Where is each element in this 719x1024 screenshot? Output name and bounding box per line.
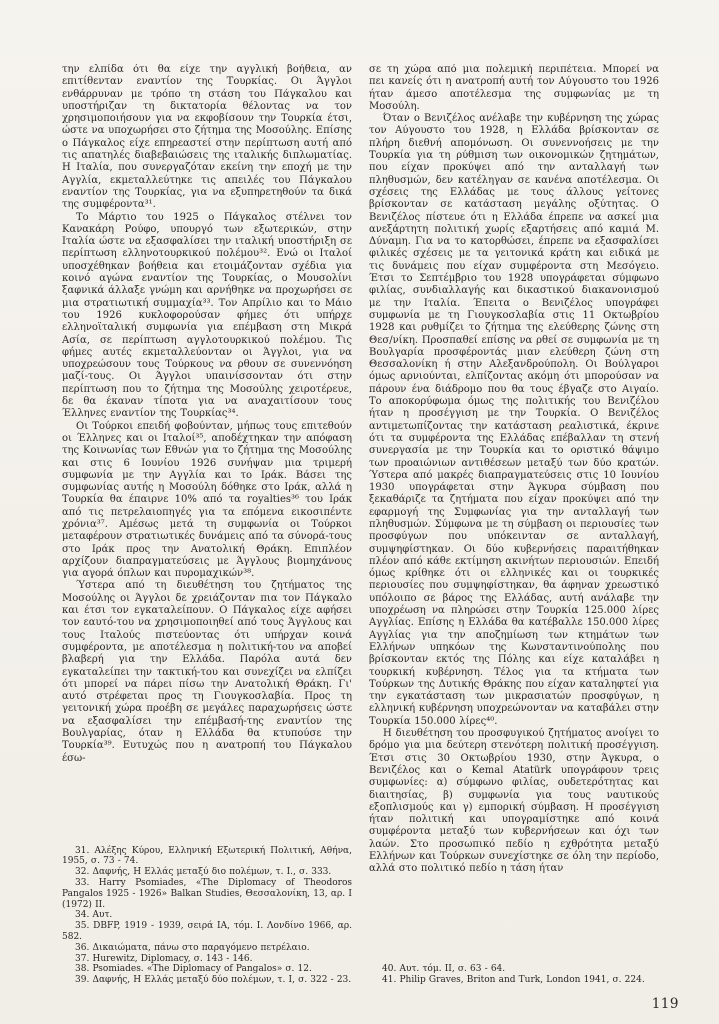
footnote: 37. Hurewitz, Diplomacy, σ. 143 - 146. — [75, 953, 253, 964]
paragraph: Οι Τούρκοι επειδή φοβούνταν, μήπως τους επιτεθούν οι Έλληνες και οι Ιταλοί³⁵, αποδέχτηκαν την απόφαση της Κοινωνίας των Εθνών για το ζήτημα της Μοσούλης και στις 6 Ιουνίου 1926 συνήψαν μια τριμερή συμφωνία με την Αγγλία και το Ιράκ. Βάσει της συμφωνίας αυτής η Μοσούλη δόθηκε στο Ιράκ, αλλά η Τουρκία θα έπαιρνε 10% από τα royalties³⁶ του Ιράκ από τις πετρελαιοπηγές για τα επόμενα εικοσιπέντε χρόνια³⁷. Αμέσως μετά τη συμφωνία οι Τούρκοι μεταφέρουν στρατιωτικές δυνάμεις από τα σύνορά-τους στο Ιράκ προς την Ανατολική Θράκη. Επιπλέον αρχίζουν διαπραγματεύσεις με Άγγλους βιομηχάνους για αγορά όπλων και πυρομαχικών³⁸. — [62, 420, 352, 580]
right-column — [369, 64, 659, 986]
left-column-text — [62, 64, 352, 765]
left-column-footnotes — [62, 846, 352, 986]
left-column — [62, 64, 352, 986]
footnote: 40. Αυτ. τόμ. ΙΙ, σ. 63 - 64. — [382, 964, 506, 975]
footnote: 41. Philip Graves, Briton and Turk, London 1941, σ. 224. — [382, 975, 645, 986]
footnote: 36. Δικαιώματα, πάνω στο παραγόμενο πετρέλαιο. — [75, 942, 310, 953]
right-column-footnotes — [369, 964, 659, 986]
footnote: 35. DBFP, 1919 - 1939, σειρά ΙΑ, τόμ. Ι. Λονδίνο 1966, αρ. 582. — [62, 921, 352, 943]
footnote: 38. Psomiades. «The Diplomacy of Pangalos» σ. 12. — [75, 964, 312, 975]
page-body — [62, 64, 659, 986]
paragraph: την ελπίδα ότι θα είχε την αγγλική βοήθεια, αν επιτίθενταν εναντίον της Τουρκίας. Οι Άγγλοι ενθάρρυναν με τρόπο τη στάση του Πάγκαλου και υποστήριζαν τη δικτατορία θέλοντας να τον χρησιμοποιήσουν για να εκφοβίσουν την Τουρκία έτσι, ώστε να υποχωρήσει στο ζήτημα της Μοσούλης. Επίσης ο Πάγκαλος είχε επηρεαστεί στην περίπτωση αυτή από τις απατηλές διαβεβαιώσεις της ιταλικής διπλωματίας. Η Ιταλία, που συνεργαζόταν εκείνη την εποχή με την Αγγλία, εκμεταλλεύτηκε τις απειλές του Πάγκαλου εναντίον της Τουρκίας, για να εξυπηρετηθούν τα δικά της συμφέροντα³¹. — [62, 64, 352, 211]
footnote: 31. Αλέξης Κύρου, Ελληνική Εξωτερική Πολιτική, Αθήνα, 1955, σ. 73 - 74. — [62, 845, 352, 867]
paragraph: Ύστερα από τη διευθέτηση του ζητήματος της Μοσούλης οι Άγγλοι δε χρειάζονταν πια τον Πάγκαλο και έτσι τον εγκαταλείπουν. Ο Πάγκαλος είχε αφήσει τον εαυτό-του να χρησιμοποιηθεί από τους Άγγλους και τους Ιταλούς πιστεύοντας ότι υπήρχαν κοινά συμφέροντα, με αποτέλεσμα η πολιτική-του να αποβεί βλαβερή για την Ελλάδα. Παρόλα αυτά δεν εγκαταλείπει την τακτική-του και συνεχίζει να ελπίζει ότι μπορεί να πάρει πίσω την Ανατολική Θράκη. Γι' αυτό στρέφεται προς τη Γιουγκοσλαβία. Προς τη γειτονική χώρα προέβη σε μεγάλες παραχωρήσεις ώστε να εξασφαλίσει την επέμβασή-της εναντίον της Βουλγαρίας, όταν η Ελλάδα θα κτυπούσε την Τουρκία³⁹. Ευτυχώς που η ανατροπή του Πάγκαλου έσω- — [62, 580, 352, 764]
right-column-text — [369, 64, 659, 876]
footnote: 34. Αυτ. — [75, 910, 113, 921]
paragraph: Όταν ο Βενιζέλος ανέλαβε την κυβέρνηση της χώρας τον Αύγουστο του 1928, η Ελλάδα βρίσκονταν σε πλήρη διεθνή απομόνωση. Οι συνεννοήσεις με την Τουρκία για τη ρύθμιση των οικονομικών ζητημάτων, που είχαν προκύψει από την ανταλλαγή των πληθυσμών, δεν κατέληγαν σε κανένα αποτέλεσμα. Οι σχέσεις της Ελλάδας με τους άλλους γείτονες βρίσκονταν σε κατάσταση μεγάλης οξύτητας. Ο Βενιζέλος πίστευε ότι η Ελλάδα έπρεπε να ασκεί μια ανεξάρτητη πολιτική χωρίς εξαρτήσεις από καμιά Μ. Δύναμη. Για να το κατορθώσει, έπρεπε να εξασφαλίσει φιλικές σχέσεις με τα γειτονικά κράτη και ειδικά με τις δυνάμεις που είχαν συμφέροντα στη Μεσόγειο. Έτσι το Σεπτέμβριο του 1928 υπογράφεται σύμφωνο φιλίας, συνδιαλλαγής και δικαστικού διακανονισμού με την Ιταλία. Έπειτα ο Βενιζέλος υπογράφει συμφωνία με τη Γιουγκοσλαβία στις 11 Οκτωβρίου 1928 και ρυθμίζει το ζήτημα της ελεύθερης ζώνης στη Θεσ/νίκη. Προσπαθεί επίσης να ρθεί σε συμφωνία με τη Βουλγαρία προσφέροντάς μιαν ελεύθερη ζώνη στη Θεσσαλονίκη ή στην Αλεξανδρούπολη. Οι Βούλγαροι όμως αρνιούνται, ελπίζοντας ακόμη ότι μπορούσαν να πάρουν ένα διάδρομο που θα τους έβγαζε στο Αιγαίο. Το αποκορύφωμα όμως της πολιτικής του Βενιζέλου ήταν η προσέγγιση με την Τουρκία. Ο Βενιζέλος αντιμετωπίζοντας την κατάσταση ρεαλιστικά, έκρινε ότι τα συμφέροντα της Ελλάδας επέβαλλαν τη στενή συνεργασία με την Τουρκία και το οριστικό θάψιμο των προαιώνιων αντιθέσεων μεταξύ των δύο κρατών. Ύστερα από μακρές διαπραγματεύσεις στις 10 Ιουνίου 1930 υπογράφεται στην Άγκυρα σύμβαση που ξεκαθάριζε τα ζητήματα που είχαν προκύψει από την εφαρμογή της Συμφωνίας για την ανταλλαγή των πληθυσμών. Σύμφωνα με τη σύμβαση οι περιουσίες των προσφύγων που υπόκεινταν σε ανταλλαγή, συμψηφίστηκαν. Οι δύο κυβερνήσεις παραιτήθηκαν πλέον από κάθε εκτίμηση ακινήτων περιουσιών. Επειδή όμως κρίθηκε ότι οι ελληνικές και οι τουρκικές περιουσίες που συμψηφίστηκαν, θα άφηναν χρεωστικό υπόλοιπο σε βάρος της Ελλάδας, αυτή ανάλαβε την υποχρέωση να πληρώσει στην Τουρκία 125.000 λίρες Αγγλίας. Επίσης η Ελλάδα θα κατέβαλλε 150.000 λίρες Αγγλίας για την αποζημίωση των κτημάτων των Ελλήνων υπηκόων της Κωνσταντινούπολης που βρίσκονταν εκτός της Πόλης και είχε καταλάβει η τουρκική κυβέρνηση. Τέλος για τα κτήματα των Τούρκων της Δυτικής Θράκης που είχαν καταληφτεί για την εγκατάσταση των μικρασιατών προσφύγων, η ελληνική κυβέρνηση υποχρεώνονταν να καταβάλει στην Τουρκία 150.000 λίρες⁴⁰. — [369, 113, 659, 727]
page-number: 119 — [651, 996, 679, 1012]
paragraph: Η διευθέτηση του προσφυγικού ζητήματος ανοίγει το δρόμο για μια δεύτερη στενότερη πολιτική προσέγγιση. Έτσι στις 30 Οκτωβρίου 1930, στην Άγκυρα, ο Βενιζέλος και ο Kemal Atatürk υπογράφουν τρεις συμφωνίες: α) σύμφωνο φιλίας, ουδετερότητας και διαιτησίας, β) συμφωνία για τους ναυτικούς εξοπλισμούς και γ) εμπορική σύμβαση. Η προσέγγιση ήταν πολιτική και υπογραμίστηκε από κοινά συμφέροντα μεταξύ των κυβερνήσεων και όχι των λαών. Στο προσωπικό πεδίο η εχθρότητα μεταξύ Ελλήνων και Τούρκων συνεχίστηκε σε όλη την περίοδο, αλλά στο πολιτικό πεδίο η τάση ήταν — [369, 728, 659, 875]
paragraph: Το Μάρτιο του 1925 ο Πάγκαλος στέλνει τον Κανακάρη Ρούφο, υπουργό των εξωτερικών, στην Ιταλία ώστε να εξασφαλίσει την ιταλική υποστήριξη σε περίπτωση ελληνοτουρκικού πολέμου³². Ενώ οι Ιταλοί υποσχέθηκαν βοήθεια και ετοιμάζονταν σχέδια για κοινό αγώνα εναντίον της Τουρκίας, ο Μουσολίνι ξαφνικά άλλαξε γνώμη και αρνήθηκε να προχωρήσει σε μια στρατιωτική συμμαχία³³. Τον Απρίλιο και το Μάιο του 1926 κυκλοφορούσαν φήμες ότι υπήρχε ελληνοϊταλική συμφωνία για επέμβαση στη Μικρά Ασία, σε περίπτωση αγγλοτουρκικού πολέμου. Τις φήμες αυτές εκμεταλλεύονταν οι Άγγλοι, για να υποχρεώσουν τους Τούρκους να ρθουν σε συνεννόηση μαζί-τους. Οι Άγγλοι υπαινίσσονταν ότι στην περίπτωση που το ζήτημα της Μοσούλης χειροτέρευε, δε θα έκαναν τίποτα για να αναχαιτίσουν τους Έλληνες εναντίον της Τουρκίας³⁴. — [62, 211, 352, 420]
paragraph: σε τη χώρα από μια πολεμική περιπέτεια. Μπορεί να πει κανείς ότι η ανατροπή αυτή τον Αύγουστο του 1926 ήταν άμεσο αποτέλεσμα της συμφωνίας με τη Μοσούλη. — [369, 64, 659, 112]
footnote: 32. Δαφνής, Η Ελλάς μεταξύ διο πολέμων, τ. Ι., σ. 333. — [75, 867, 332, 878]
footnote: 33. Harry Psomiades, «The Diplomacy of Theodoros Pangalos 1925 - 1926» Balkan Studies, Θεσσαλονίκη, 13, αρ. Ι (1972) ΙΙ. — [62, 878, 352, 910]
footnote: 39. Δαφνής, Η Ελλάς μεταξύ δύο πολέμων, τ. Ι, σ. 322 - 23. — [75, 975, 352, 986]
